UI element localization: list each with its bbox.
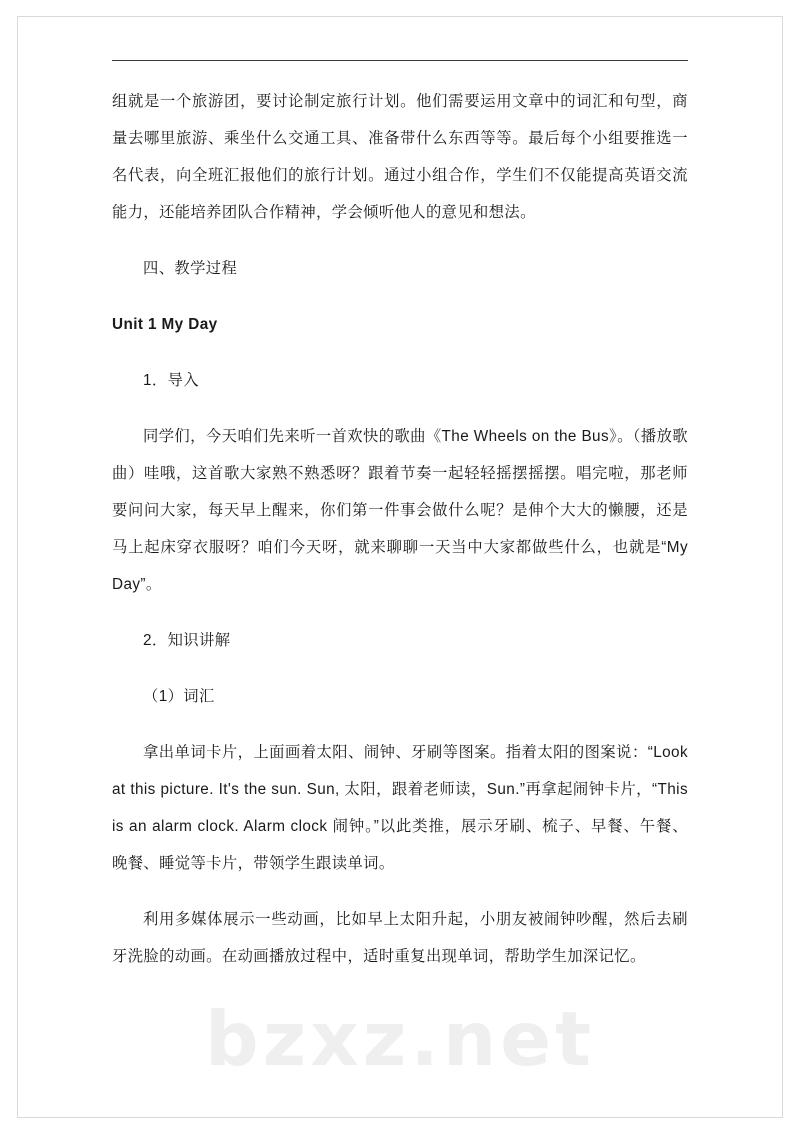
- subsection-vocabulary-label: （1）词汇: [143, 688, 215, 705]
- watermark: bzxz.net: [205, 995, 595, 1083]
- paragraph-multimedia: 利用多媒体展示一些动画，比如早上太阳升起，小朋友被闹钟吵醒，然后去刷牙洗脸的动画。在动画播放过程中，适时重复出现单词，帮助学生加深记忆。: [112, 911, 688, 965]
- unit-title: Unit 1 My Day: [112, 316, 218, 333]
- paragraph-continuation: 组就是一个旅游团，要讨论制定旅行计划。他们需要运用文章中的词汇和句型，商量去哪里旅游、乘坐什么交通工具、准备带什么东西等等。最后每个小组要推选一名代表，向全班汇报他们的旅行计划。通过小组合作，学生们不仅能提高英语交流能力，还能培养团队合作精神，学会倾听他人的意见和想法。: [112, 93, 688, 221]
- paragraph-lead-in: 同学们，今天咱们先来听一首欢快的歌曲《The Wheels on the Bus》。（播放歌曲）哇哦，这首歌大家熟不熟悉呀？跟着节奏一起轻轻摇摆摇摆。唱完啦，那老师要问问大家，每天早上醒来，你们第一件事会做什么呢？是伸个大大的懒腰，还是马上起床穿衣服呀？咱们今天呀，就来聊聊一天当中大家都做些什么，也就是“My Day”。: [112, 428, 688, 593]
- section-heading-teaching-process: 四、教学过程: [143, 260, 238, 277]
- page-content: [112, 60, 688, 994]
- step-knowledge-label: 2．知识讲解: [143, 632, 231, 649]
- paragraph-vocabulary: 拿出单词卡片，上面画着太阳、闹钟、牙刷等图案。指着太阳的图案说：“Look at this picture. It's the sun. Sun, 太阳，跟着老师读，Sun.”再拿起闹钟卡片，“This is an alarm clock. Alarm clock 闹钟。”以此类推，展示牙刷、梳子、早餐、午餐、晚餐、睡觉等卡片，带领学生跟读单词。: [112, 744, 688, 872]
- step-lead-in-label: 1．导入: [143, 372, 199, 389]
- header-rule: [112, 60, 688, 61]
